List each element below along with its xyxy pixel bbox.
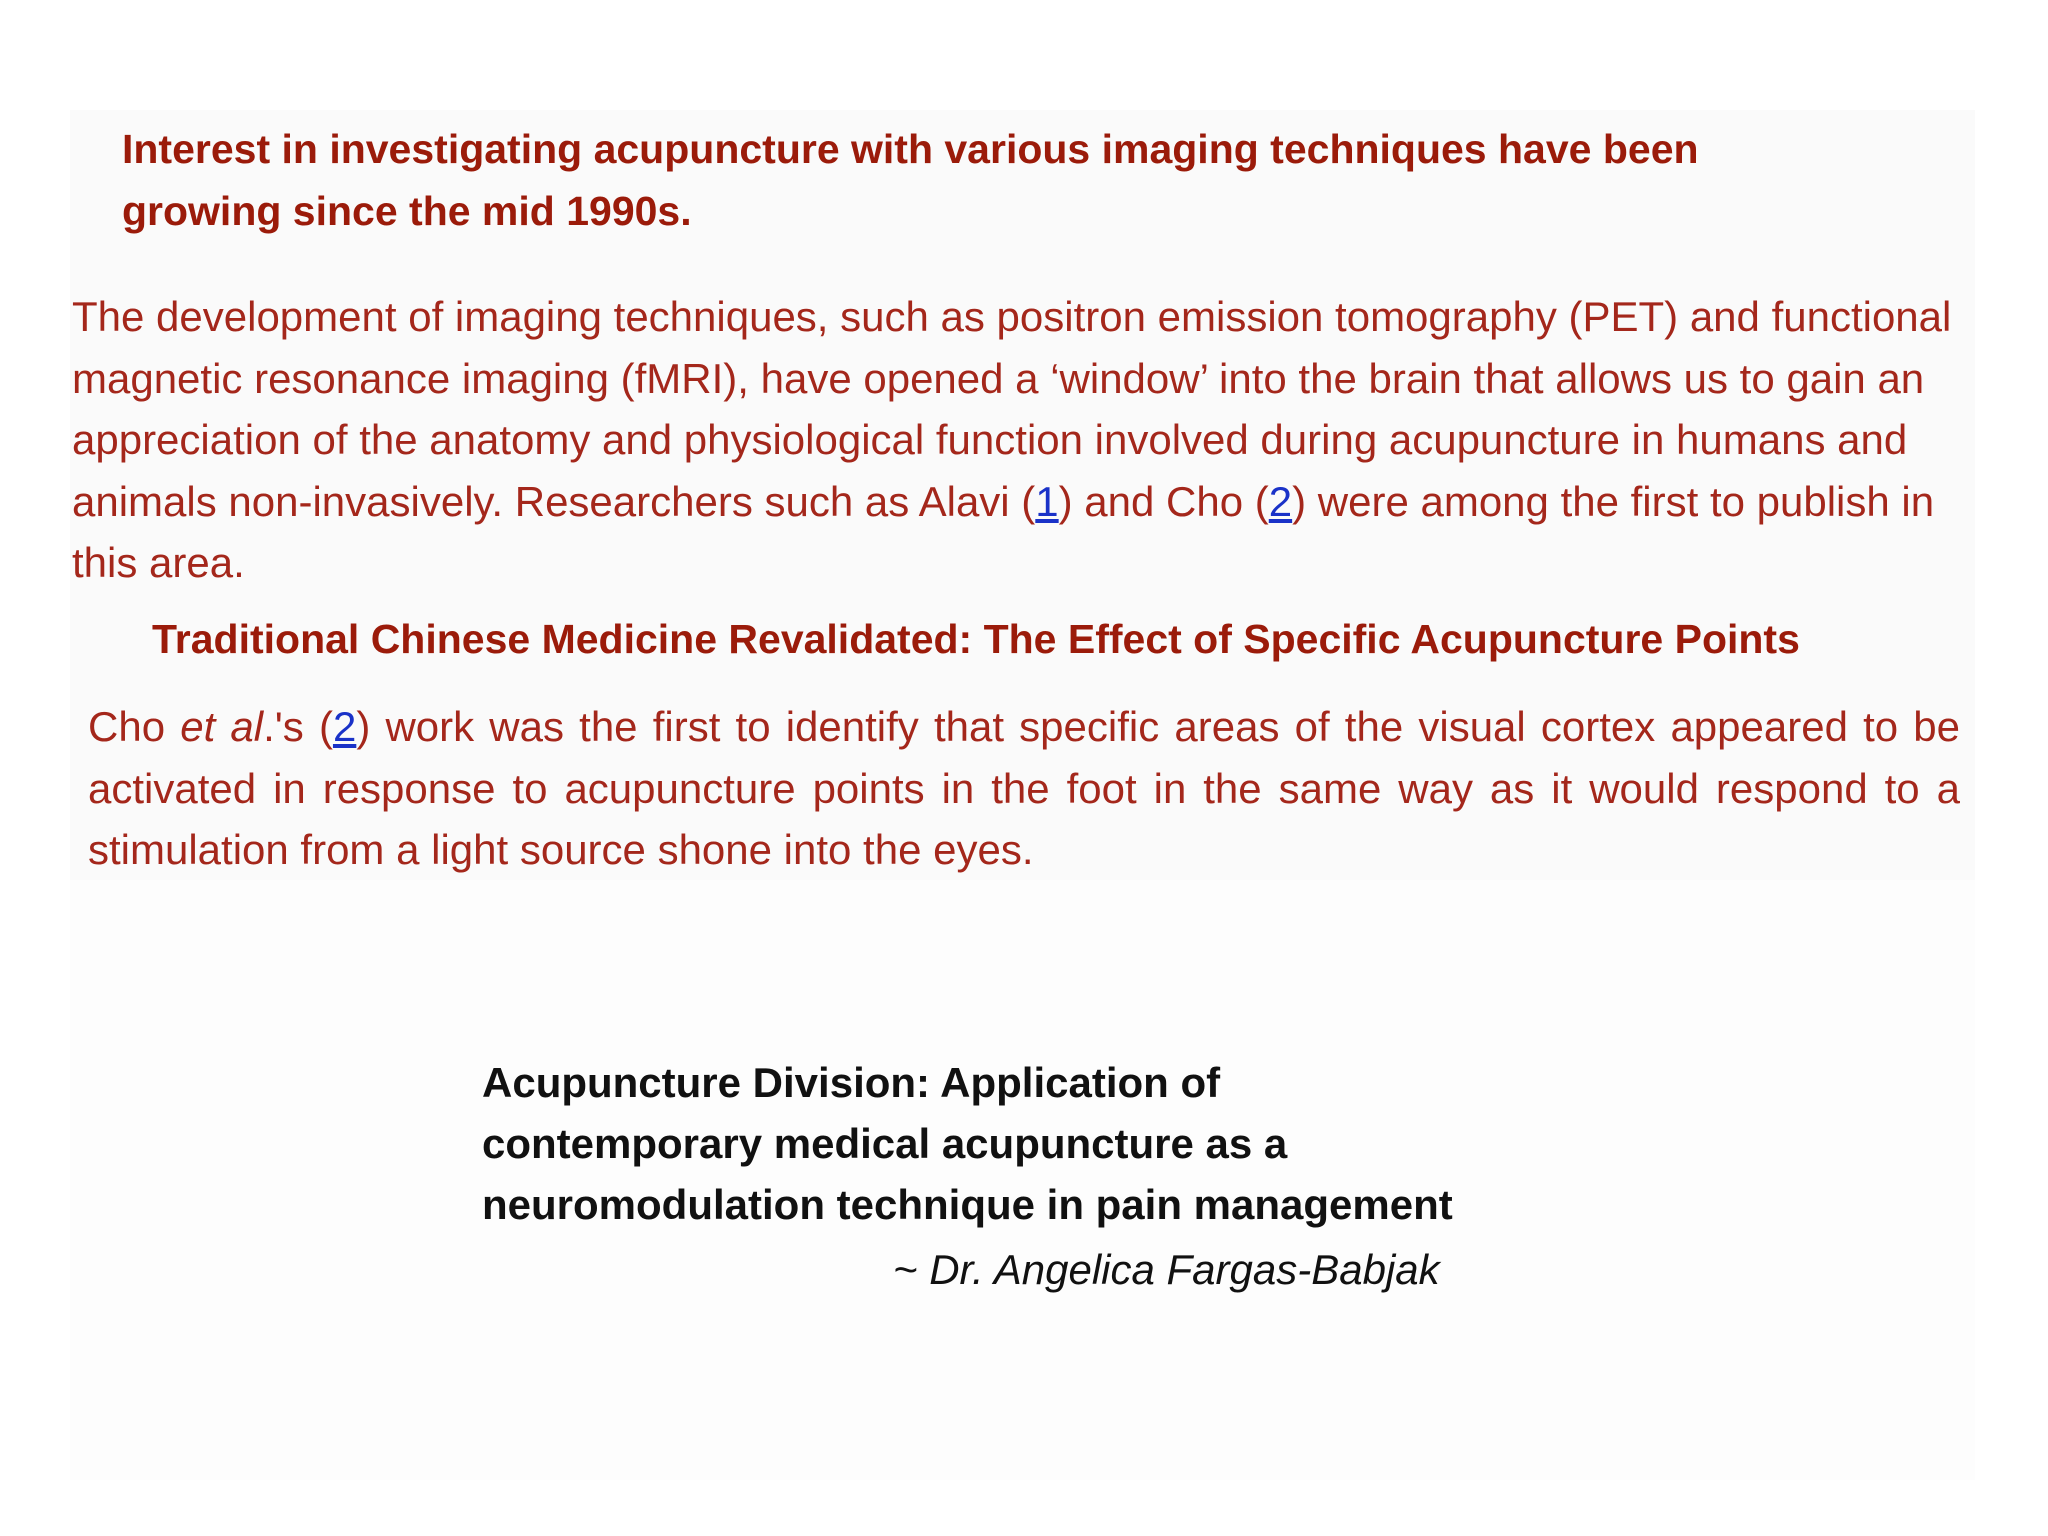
cho-possessive: .'s (	[263, 703, 333, 750]
reference-link-2[interactable]: 2	[1268, 477, 1293, 525]
cho-text: ) work was the first to identify that specific areas of the visual cortex appeared to be activated in response to acupuncture points in the foot in the same way as it would respond to a stimulation from a light source shone into the eyes.	[88, 703, 1961, 873]
imaging-text-2: ) and Cho (	[1058, 477, 1269, 525]
tcm-heading: Traditional Chinese Medicine Revalidated: The Effect of Specific Acupuncture Points	[152, 616, 1800, 662]
imaging-text-3: ) were among the first to publish in this area.	[72, 477, 1935, 586]
intro-heading-line2: growing since the mid 1990s.	[122, 188, 692, 234]
reference-link-1[interactable]: 1	[1035, 477, 1059, 525]
imaging-text-1: The development of imaging techniques, such as positron emission tomography (PET) and functional magnetic resonance imaging (fMRI), have opened a ‘window’ into the brain that allows us to gain an appreciation of the anatomy and physiological function involved during acupuncture in humans and animals non-invasively. Researchers such as Alavi (	[72, 293, 1952, 525]
reference-link-cho-2[interactable]: 2	[332, 703, 357, 750]
source-title-line3: neuromodulation technique in pain management	[482, 1181, 1453, 1228]
cho-paragraph	[88, 696, 1960, 881]
source-author: ~ Dr. Angelica Fargas-Babjak	[893, 1246, 1440, 1293]
imaging-paragraph	[72, 286, 1992, 594]
source-title-line2: contemporary medical acupuncture as a	[482, 1120, 1288, 1167]
cho-etal: et al	[180, 703, 264, 750]
cho-author: Cho	[88, 703, 181, 750]
source-title-line1: Acupuncture Division: Application of	[482, 1059, 1221, 1106]
source-title	[482, 1052, 1582, 1235]
intro-heading-line1: Interest in investigating acupuncture with various imaging techniques have been	[122, 126, 1699, 172]
source-citation	[482, 1052, 1582, 1235]
intro-heading	[122, 118, 1922, 242]
